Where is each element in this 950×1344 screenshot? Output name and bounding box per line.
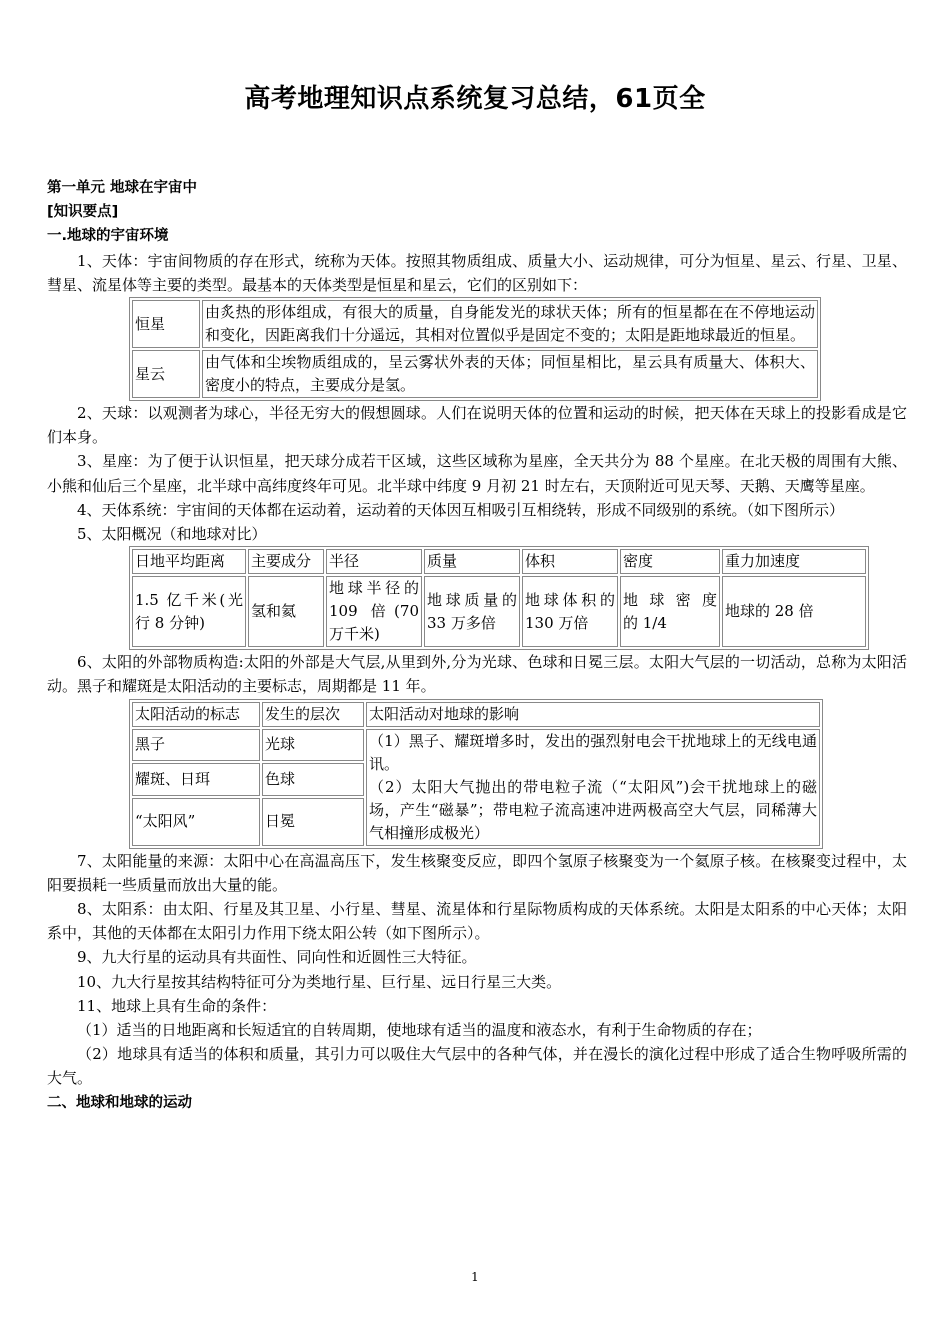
table-header-cell: 体积 [522,549,618,574]
table-header-cell: 密度 [620,549,720,574]
paragraph-7: 7、太阳能量的来源：太阳中心在高温高压下，发生核聚变反应，即四个氢原子核聚变为一个氦原子核。在核聚变过程中，太阳要损耗一些质量而放出大量的能。 [47,851,907,894]
paragraph-11: 11、地球上具有生命的条件： [77,996,277,1015]
table-header-cell: 半径 [326,549,422,574]
table-cell: 日冕 [262,798,364,846]
table-row [132,300,818,348]
document-body [47,176,907,1115]
paragraph-1: 1、天体：宇宙间物质的存在形式，统称为天体。按照其物质组成、质量大小、运动规律，可分为恒星、星云、行星、卫星、彗星、流星体等主要的类型。最基本的天体类型是恒星和星云，它们的区别如下： [47,251,907,294]
table-cell: 氢和氦 [248,576,324,647]
table-header-cell: 太阳活动的标志 [132,702,260,727]
effects-cell [366,729,820,846]
table-row [132,350,818,398]
paragraph-4: 4、天体系统：宇宙间的天体都在运动着，运动着的天体因互相吸引互相绕转，形成不同级别的系统。（如下图所示） [77,500,845,519]
solar-activity-table [129,699,823,849]
table-cell: 地球的 28 倍 [722,576,866,647]
key-points-label: [知识要点] [47,204,119,221]
sun-overview-table [129,546,869,650]
unit-heading: 第一单元 地球在宇宙中 [47,180,198,196]
table-header-cell: 太阳活动对地球的影响 [366,702,820,727]
table-cell: 地球质量的 33 万多倍 [424,576,520,647]
table-header-cell: 质量 [424,549,520,574]
table-header-row [132,702,820,727]
paragraph-10: 10、九大行星按其结构特征可分为类地行星、巨行星、远日行星三大类。 [77,972,562,991]
paragraph-5: 5、太阳概况（和地球对比） [77,525,267,544]
document-title: 高考地理知识点系统复习总结，61页全 [244,84,706,114]
table-cell: 恒星 [132,300,200,348]
table-cell: 由气体和尘埃物质组成的，呈云雾状外表的天体；同恒星相比，星云具有质量大、体积大、密度小的特点，主要成分是氢。 [202,350,818,398]
paragraph-6: 6、太阳的外部物质构造:太阳的外部是大气层,从里到外,分为光球、色球和日冕三层。太阳大气层的一切活动，总称为太阳活动。黑子和耀斑是太阳活动的主要标志，周期都是 11 年。 [47,653,907,696]
paragraph-3: 3、星座：为了便于认识恒星，把天球分成若干区域，这些区域称为星座，全天共分为 88 个星座。在北天极的周围有大熊、小熊和仙后三个星座，北半球中高纬度终年可见。北半球中纬度 9 月初 21 时左右，天顶附近可见天琴、天鹅、天鹰等星座。 [47,452,907,495]
paragraph-11a: （1）适当的日地距离和长短适宜的自转周期，使地球有适当的温度和液态水，有利于生命物质的存在； [77,1021,762,1040]
table-cell: 黑子 [132,729,260,762]
table-cell: 由炙热的形体组成，有很大的质量，自身能发光的球状天体；所有的恒星都在在不停地运动和变化，因距离我们十分遥远，其相对位置似乎是固定不变的；太阳是距地球最近的恒星。 [202,300,818,348]
table-cell: 地 球 密 度 的 1/4 [620,576,720,647]
table-cell: 星云 [132,350,200,398]
table-row [132,576,866,647]
table-header-cell: 主要成分 [248,549,324,574]
page-number: 1 [471,1270,479,1284]
table-cell: 色球 [262,763,364,796]
paragraph-8: 8、太阳系：由太阳、行星及其卫星、小行星、彗星、流星体和行星际物质构成的天体系统。太阳是太阳系的中心天体；太阳系中，其他的天体都在太阳引力作用下绕太阳公转（如下图所示）。 [47,900,907,943]
table-cell: 光球 [262,729,364,762]
table-cell: “太阳风” [132,798,260,846]
section-heading-1: 一.地球的宇宙环境 [47,228,169,245]
table-cell: 地球体积的 130 万倍 [522,576,618,647]
table-cell: 地球半径的 109 倍(70 万千米) [326,576,422,647]
paragraph-2: 2、天球：以观测者为球心，半径无穷大的假想圆球。人们在说明天体的位置和运动的时候，把天体在天球上的投影看成是它们本身。 [47,404,907,447]
effect-1: （1）黑子、耀斑增多时，发出的强烈射电会干扰地球上的无线电通讯。 [369,731,817,773]
paragraph-11b: （2）地球具有适当的体积和质量，其引力可以吸住大气层中的各种气体，并在漫长的演化过程中形成了适合生物呼吸所需的大气。 [47,1045,907,1088]
table-cell: 耀斑、日珥 [132,763,260,796]
effect-2: （2）太阳大气抛出的带电粒子流（“太阳风”)会干扰地球上的磁场，产生“磁暴”；带电粒子流高速冲进两极高空大气层，同稀薄大气相撞形成极光） [369,777,817,842]
table-header-cell: 日地平均距离 [132,549,246,574]
table-cell: 1.5 亿千米(光行 8 分钟) [132,576,246,647]
section-heading-2: 二、地球和地球的运动 [47,1094,192,1111]
table-header-row [132,549,866,574]
table-header-cell: 重力加速度 [722,549,866,574]
star-nebula-table [129,297,821,401]
table-row [132,729,820,762]
table-header-cell: 发生的层次 [262,702,364,727]
paragraph-9: 9、九大行星的运动具有共面性、同向性和近圆性三大特征。 [77,948,477,967]
